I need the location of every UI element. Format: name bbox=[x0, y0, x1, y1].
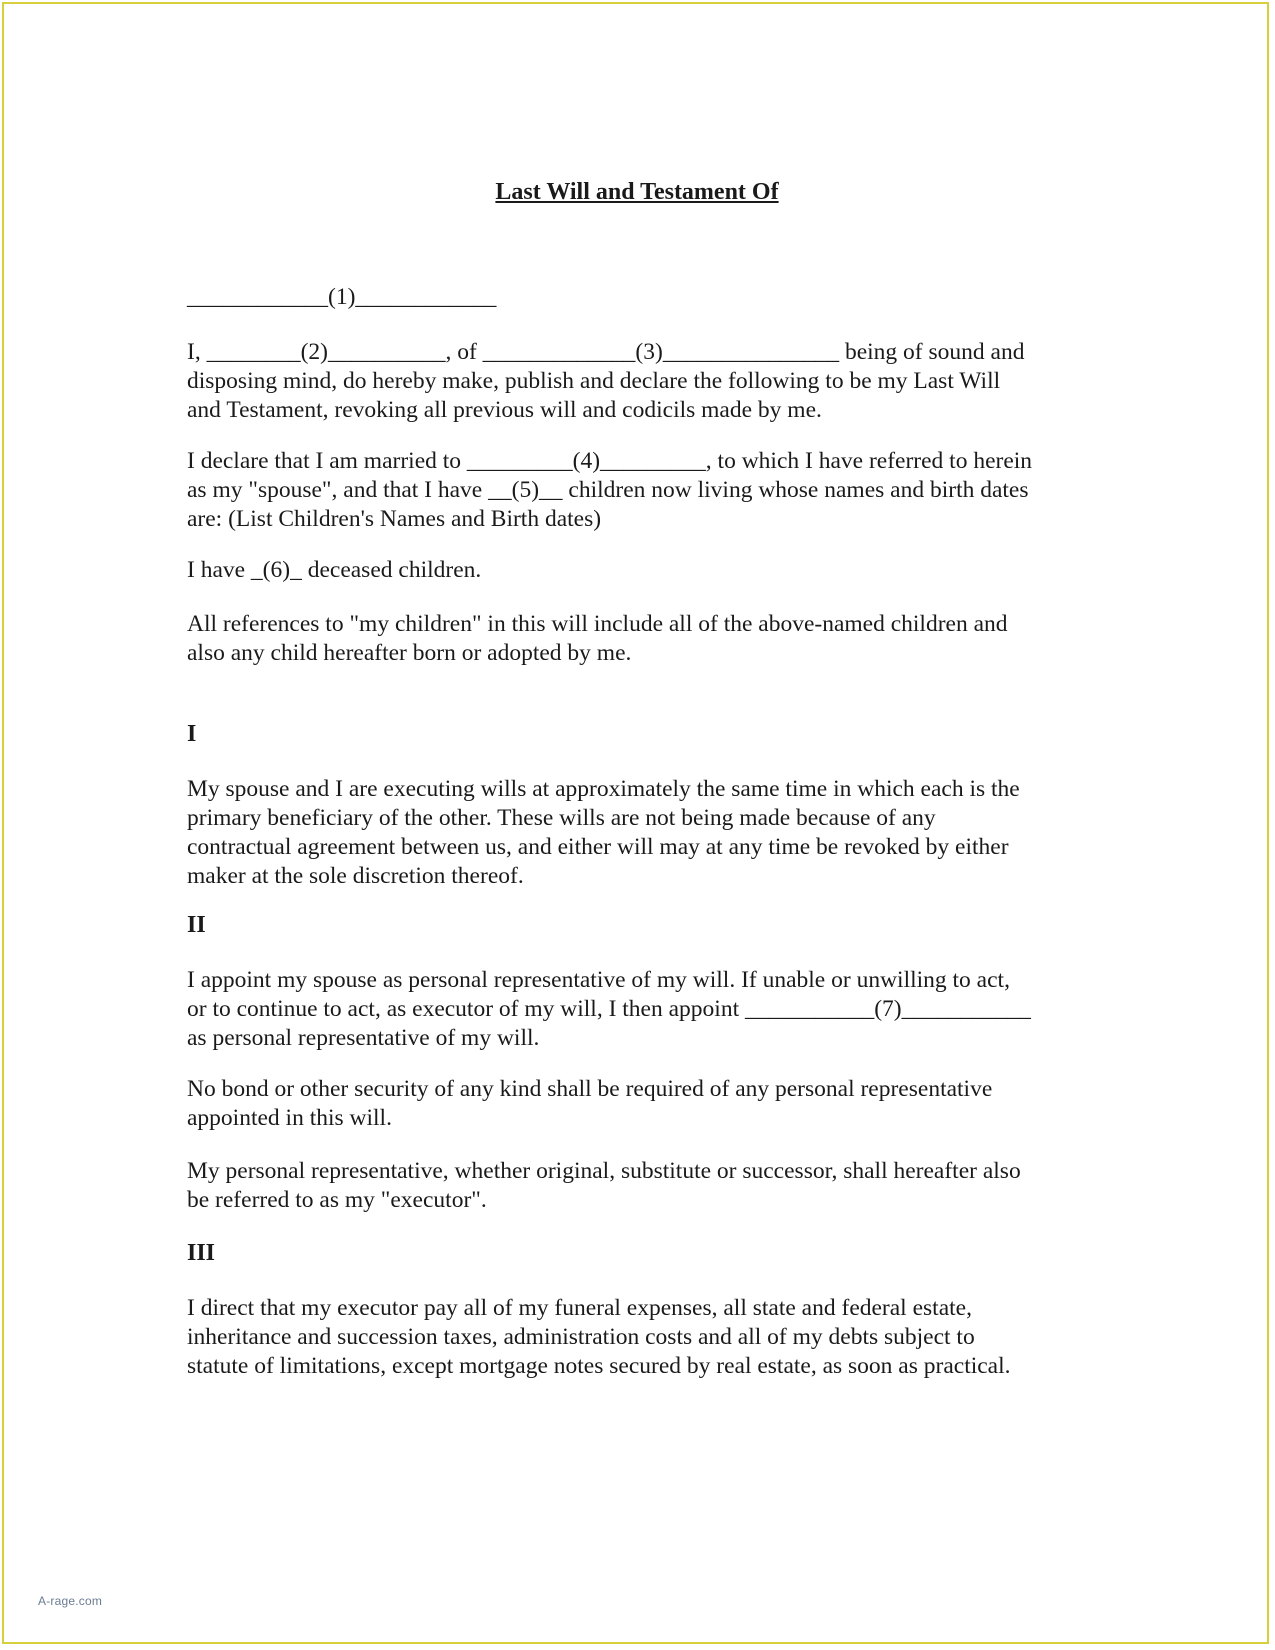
section-1-paragraph bbox=[187, 775, 1107, 891]
paragraph-line: or to continue to act, as executor of my will, I then appoint ___________(7)___________ bbox=[187, 996, 1031, 1022]
paragraph-line: appointed in this will. bbox=[187, 1105, 392, 1131]
testator-name-line bbox=[187, 283, 1107, 312]
section-heading-3: III bbox=[187, 1240, 216, 1266]
paragraph-line: My spouse and I are executing wills at approximately the same time in which each is the bbox=[187, 776, 1020, 802]
paragraph-line: All references to "my children" in this will include all of the above-named children and bbox=[187, 611, 1008, 637]
section-3-paragraph bbox=[187, 1294, 1107, 1381]
watermark-text: A-rage.com bbox=[38, 1594, 103, 1608]
references-paragraph bbox=[187, 610, 1107, 668]
deceased-children-paragraph bbox=[187, 556, 1107, 585]
section-heading-2: II bbox=[187, 912, 206, 938]
name-line-text: ____________(1)____________ bbox=[187, 284, 497, 310]
paragraph-line: I appoint my spouse as personal representative of my will. If unable or unwilling to act, bbox=[187, 967, 1010, 993]
paragraph-line: I, ________(2)__________, of _____________(3)_______________ being of sound and bbox=[187, 339, 1025, 365]
paragraph-line: as personal representative of my will. bbox=[187, 1025, 540, 1051]
paragraph-line: inheritance and succession taxes, administration costs and all of my debts subject to bbox=[187, 1324, 975, 1350]
paragraph-line: are: (List Children's Names and Birth dates) bbox=[187, 506, 602, 532]
paragraph-line: I direct that my executor pay all of my funeral expenses, all state and federal estate, bbox=[187, 1295, 972, 1321]
paragraph-line: My personal representative, whether original, substitute or successor, shall hereafter also bbox=[187, 1158, 1021, 1184]
paragraph-line: primary beneficiary of the other. These wills are not being made because of any bbox=[187, 805, 936, 831]
paragraph-line: I have _(6)_ deceased children. bbox=[187, 557, 482, 583]
section-2-paragraph-executor bbox=[187, 1157, 1107, 1215]
paragraph-line: No bond or other security of any kind shall be required of any personal representative bbox=[187, 1076, 993, 1102]
declaration-paragraph bbox=[187, 338, 1107, 425]
document-title: Last Will and Testament Of bbox=[495, 179, 779, 205]
paragraph-line: and Testament, revoking all previous will and codicils made by me. bbox=[187, 397, 822, 423]
paragraph-line: maker at the sole discretion thereof. bbox=[187, 863, 524, 889]
marriage-paragraph bbox=[187, 447, 1107, 534]
paragraph-line: be referred to as my "executor". bbox=[187, 1187, 487, 1213]
paragraph-line: disposing mind, do hereby make, publish and declare the following to be my Last Will bbox=[187, 368, 1001, 394]
paragraph-line: I declare that I am married to _________(4)_________, to which I have referred to herein bbox=[187, 448, 1033, 474]
paragraph-line: contractual agreement between us, and either will may at any time be revoked by either bbox=[187, 834, 1009, 860]
section-heading-1: I bbox=[187, 721, 197, 747]
section-2-paragraph-appoint bbox=[187, 966, 1107, 1053]
section-2-paragraph-bond bbox=[187, 1075, 1107, 1133]
paragraph-line: as my "spouse", and that I have __(5)__ children now living whose names and birth dates bbox=[187, 477, 1029, 503]
paragraph-line: also any child hereafter born or adopted by me. bbox=[187, 640, 632, 666]
paragraph-line: statute of limitations, except mortgage notes secured by real estate, as soon as practical. bbox=[187, 1353, 1011, 1379]
